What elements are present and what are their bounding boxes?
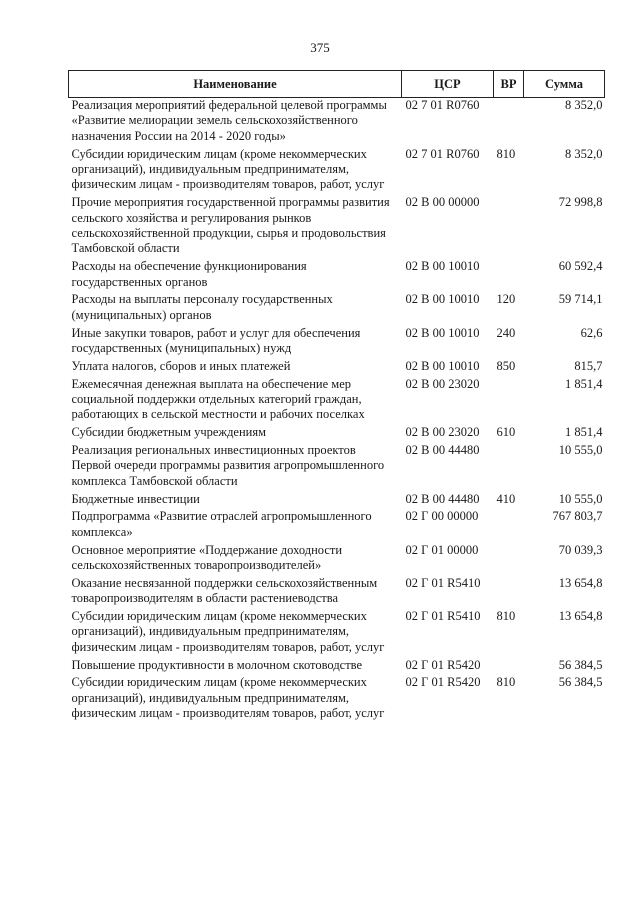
row-vr-code: 610 [496, 425, 516, 440]
row-name: Субсидии юридическим лицам (кроме некоммерческих организаций), индивидуальным предпринимателям, физическим лицам - производителям товаров, работ, услуг [71, 146, 385, 192]
row-csr-code: 02 В 00 23020 [405, 425, 480, 440]
row-name: Оказание несвязанной поддержки сельскохозяйственным товаропроизводителям в области растениеводства [71, 575, 378, 606]
row-name: Основное мероприятие «Поддержание доходности сельскохозяйственных товаропроизводителей» [71, 542, 343, 573]
row-sum: 10 555,0 [558, 443, 603, 458]
row-vr-code [494, 377, 524, 426]
row-sum: 60 592,4 [558, 259, 603, 274]
row-vr-code [494, 195, 524, 259]
row-sum: 72 998,8 [558, 195, 603, 210]
row-csr-code: 02 Г 01 R5410 [405, 609, 481, 624]
row-sum: 815,7 [574, 358, 603, 373]
row-sum: 767 803,7 [552, 509, 603, 524]
table-header [69, 71, 605, 98]
column-header-csr: ЦСР [402, 71, 494, 98]
row-vr-code: 850 [496, 358, 516, 373]
row-vr-code [494, 259, 524, 292]
row-name: Ежемесячная денежная выплата на обеспечение мер социальной поддержки отдельных категорий граждан, работающих в сельской местности и рабочих поселках [71, 376, 365, 422]
row-csr-code: 02 В 00 00000 [405, 195, 480, 210]
table-row [69, 576, 605, 609]
row-sum: 62,6 [580, 325, 603, 340]
row-name: Реализация мероприятий федеральной целевой программы «Развитие мелиорации земель сельскохозяйственного назначения России на 2014 - 2020 годы» [71, 98, 387, 143]
table-row [69, 425, 605, 443]
row-sum: 8 352,0 [565, 98, 603, 112]
table-row [69, 259, 605, 292]
table-row [69, 292, 605, 325]
page-number: 375 [310, 40, 330, 55]
row-csr-code: 02 В 00 44480 [405, 443, 480, 458]
row-name: Прочие мероприятия государственной программы развития сельского хозяйства и регулирования рынков сельскохозяйственной продукции, сырья и продовольствия Тамбовской области [71, 195, 390, 256]
row-name: Субсидии юридическим лицам (кроме некоммерческих организаций), индивидуальным предпринимателям, физическим лицам - производителям товаров, работ, услуг [71, 609, 385, 654]
row-vr-code: 810 [496, 675, 516, 690]
row-csr-code: 02 В 00 10010 [405, 259, 480, 274]
row-vr-code: 120 [496, 292, 516, 307]
row-csr-code: 02 В 00 10010 [405, 358, 480, 373]
row-sum: 1 851,4 [565, 376, 603, 391]
row-csr-code: 02 В 00 10010 [405, 325, 480, 340]
row-name: Реализация региональных инвестиционных проектов Первой очереди программы развития агропромышленного комплекса Тамбовской области [71, 443, 385, 488]
row-sum: 13 654,8 [558, 575, 603, 590]
row-sum: 13 654,8 [558, 609, 603, 624]
column-header-sum: Сумма [524, 71, 605, 98]
row-name: Расходы на обеспечение функционирования государственных органов [71, 259, 307, 289]
table-row [69, 543, 605, 576]
row-vr-code [494, 98, 524, 147]
table-body [69, 98, 605, 725]
row-csr-code: 02 В 00 23020 [405, 376, 480, 391]
table-row [69, 147, 605, 196]
row-csr-code: 02 Г 01 R5420 [405, 675, 481, 690]
table-row [69, 443, 605, 492]
row-name: Повышение продуктивности в молочном скотоводстве [71, 657, 363, 672]
row-csr-code: 02 Г 01 R5410 [405, 575, 481, 590]
row-vr-code [494, 543, 524, 576]
row-csr-code: 02 7 01 R0760 [405, 98, 480, 112]
column-header-vr: ВР [494, 71, 524, 98]
column-header-name: Наименование [69, 71, 402, 98]
row-name: Уплата налогов, сборов и иных платежей [71, 358, 291, 373]
table-row [69, 98, 605, 147]
table-row [69, 509, 605, 542]
row-sum: 59 714,1 [558, 292, 603, 307]
row-csr-code: 02 В 00 10010 [405, 292, 480, 307]
row-csr-code: 02 7 01 R0760 [405, 146, 480, 161]
table-row [69, 658, 605, 676]
row-vr-code [494, 576, 524, 609]
row-csr-code: 02 Г 01 R5420 [405, 657, 481, 672]
table-row [69, 675, 605, 724]
table-row [69, 359, 605, 377]
row-sum: 56 384,5 [558, 675, 603, 690]
row-name: Иные закупки товаров, работ и услуг для обеспечения государственных (муниципальных) нужд [71, 325, 361, 356]
row-sum: 10 555,0 [558, 491, 603, 506]
table-row [69, 609, 605, 658]
row-name: Бюджетные инвестиции [71, 491, 200, 506]
row-vr-code [494, 509, 524, 542]
row-vr-code: 810 [496, 146, 516, 161]
row-vr-code: 410 [496, 491, 516, 506]
row-sum: 70 039,3 [558, 542, 603, 557]
row-csr-code: 02 Г 00 00000 [405, 509, 479, 524]
row-sum: 1 851,4 [565, 425, 603, 440]
row-csr-code: 02 Г 01 00000 [405, 542, 479, 557]
row-sum: 8 352,0 [565, 146, 603, 161]
row-name: Субсидии юридическим лицам (кроме некоммерческих организаций), индивидуальным предпринимателям, физическим лицам - производителям товаров, работ, услуг [71, 675, 385, 721]
table-row [69, 492, 605, 510]
budget-table [68, 70, 605, 724]
table-row [69, 377, 605, 426]
row-vr-code [494, 658, 524, 676]
row-name: Расходы на выплаты персоналу государственных (муниципальных) органов [71, 292, 333, 322]
row-sum: 56 384,5 [558, 657, 603, 672]
table-row [69, 326, 605, 359]
row-name: Субсидии бюджетным учреждениям [71, 425, 267, 440]
row-vr-code: 810 [496, 609, 516, 624]
row-vr-code [494, 443, 524, 492]
table-row [69, 195, 605, 259]
row-name: Подпрограмма «Развитие отраслей агропромышленного комплекса» [71, 509, 372, 539]
row-csr-code: 02 В 00 44480 [405, 491, 480, 506]
row-vr-code: 240 [496, 325, 516, 340]
